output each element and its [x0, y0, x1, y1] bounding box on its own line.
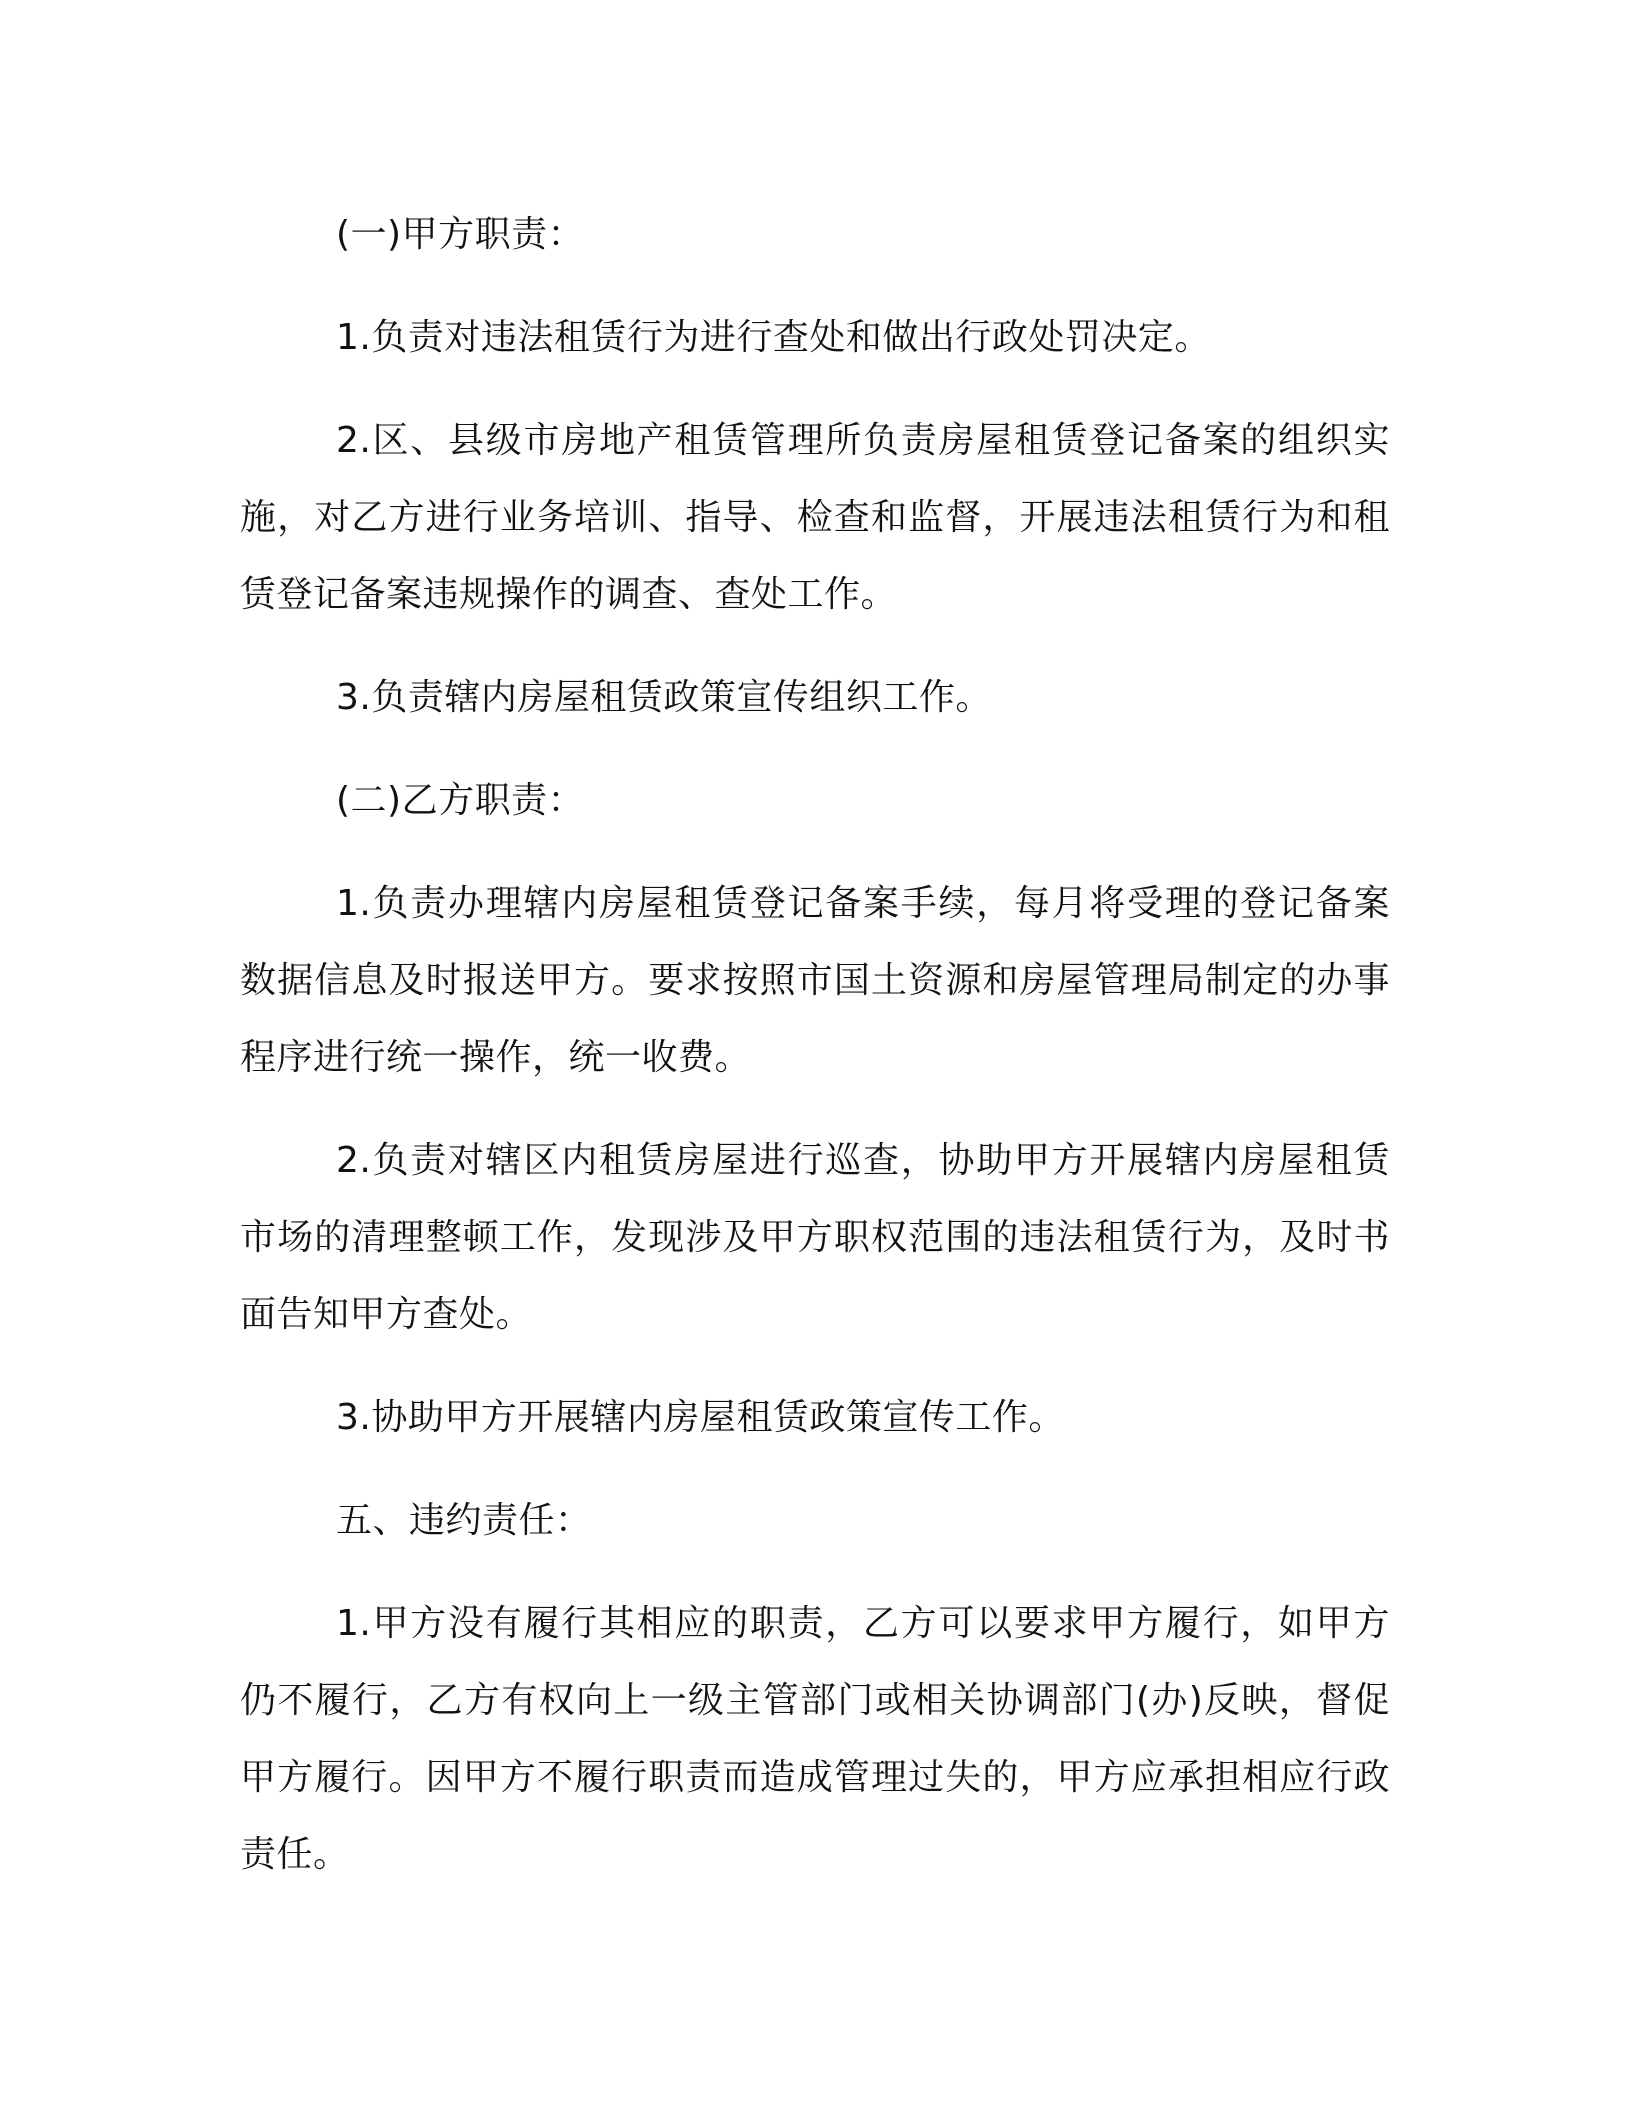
- paragraph-b-1: 1.负责办理辖内房屋租赁登记备案手续，每月将受理的登记备案数据信息及时报送甲方。要求按照市国土资源和房屋管理局制定的办事程序进行统一操作，统一收费。: [240, 883, 1390, 1078]
- paragraph-liability-1: 1.甲方没有履行其相应的职责，乙方可以要求甲方履行，如甲方仍不履行，乙方有权向上一级主管部门或相关协调部门(办)反映，督促甲方履行。因甲方不履行职责而造成管理过失的，甲方应承担相应行政责任。: [240, 1603, 1390, 1875]
- paragraph-a-2: 2.区、县级市房地产租赁管理所负责房屋租赁登记备案的组织实施，对乙方进行业务培训、指导、检查和监督，开展违法租赁行为和租赁登记备案违规操作的调查、查处工作。: [240, 420, 1390, 615]
- document-body: [240, 196, 1390, 1919]
- section-heading-liability: 五、违约责任：: [336, 1500, 592, 1541]
- paragraph-b-2: 2.负责对辖区内租赁房屋进行巡查，协助甲方开展辖内房屋租赁市场的清理整顿工作，发现涉及甲方职权范围的违法租赁行为，及时书面告知甲方查处。: [240, 1140, 1390, 1335]
- paragraph-b-3: 3.协助甲方开展辖内房屋租赁政策宣传工作。: [336, 1397, 1065, 1438]
- paragraph-a-1: 1.负责对违法租赁行为进行查处和做出行政处罚决定。: [336, 317, 1211, 358]
- section-heading-party-b: (二)乙方职责：: [336, 780, 585, 821]
- paragraph-a-3: 3.负责辖内房屋租赁政策宣传组织工作。: [336, 677, 992, 718]
- section-heading-party-a: (一)甲方职责：: [336, 214, 585, 255]
